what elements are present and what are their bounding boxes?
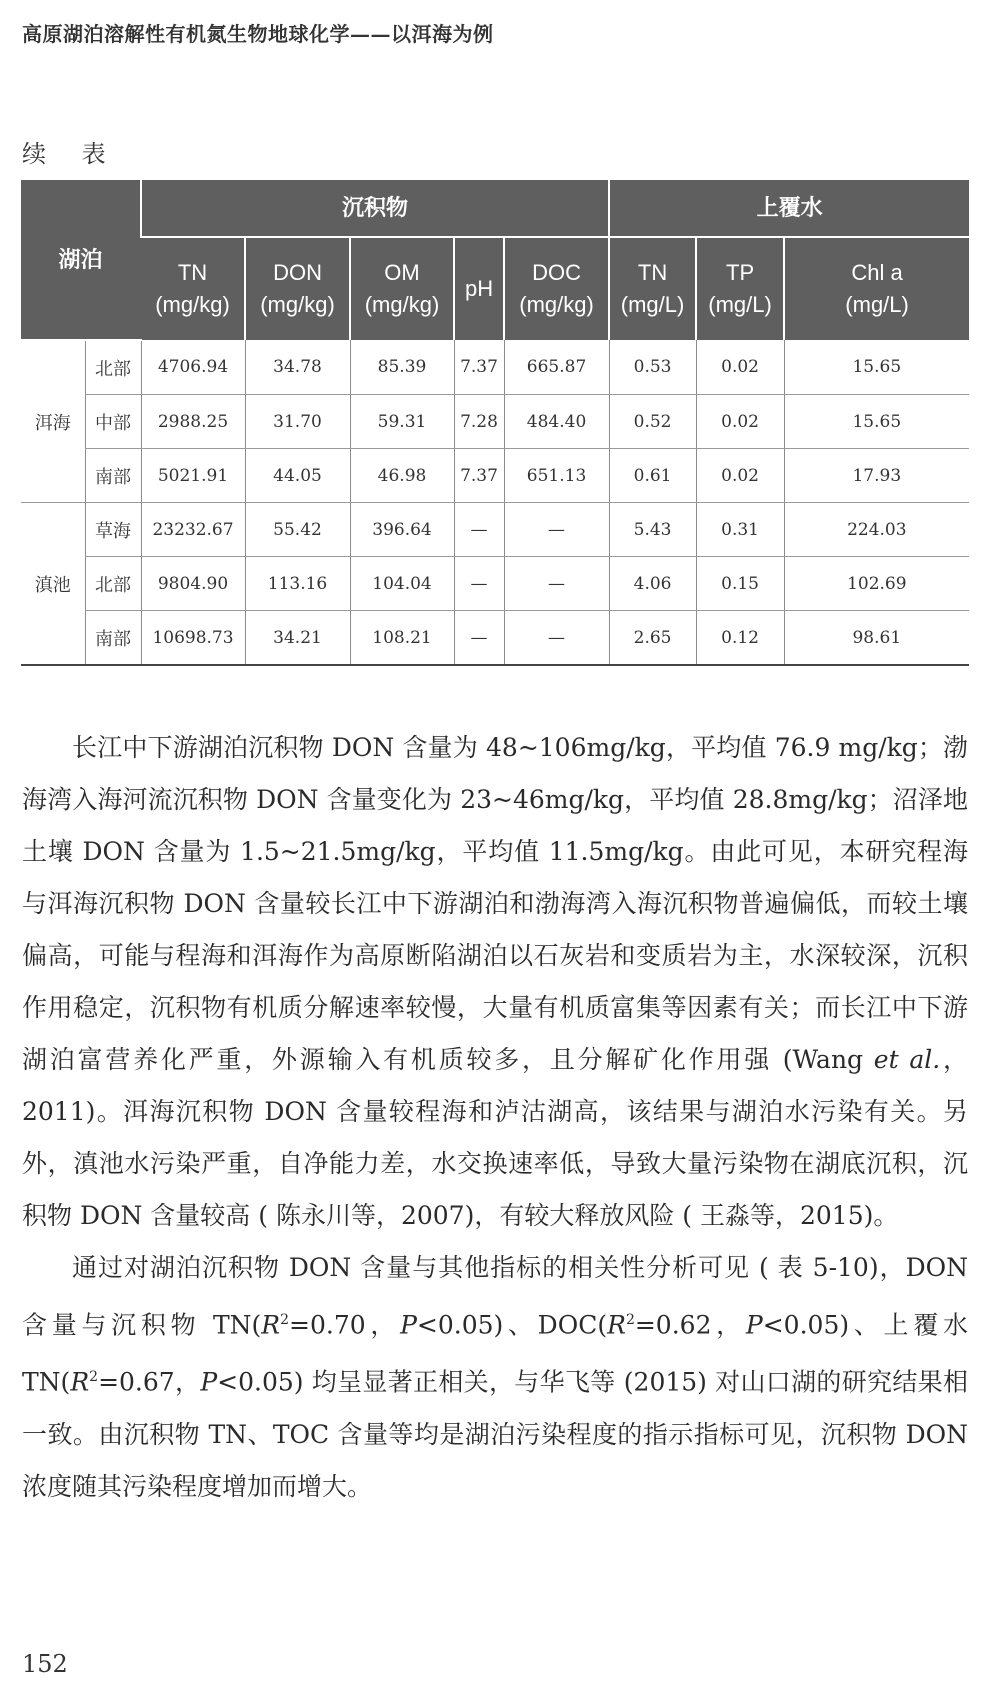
value-cell: 10698.73 — [141, 611, 245, 666]
value-cell: 0.12 — [696, 611, 784, 666]
value-cell: 34.78 — [245, 340, 350, 395]
value-cell: 5.43 — [609, 503, 696, 557]
sediment-group-header: 沉积物 — [141, 180, 609, 237]
value-cell: 46.98 — [350, 449, 454, 503]
value-cell: 15.65 — [784, 395, 969, 449]
value-cell: 34.21 — [245, 611, 350, 666]
page-number: 152 — [22, 1650, 68, 1678]
column-header — [504, 237, 609, 340]
column-header-name: DON — [273, 260, 322, 285]
column-header-name: DOC — [532, 260, 581, 285]
value-cell: 5021.91 — [141, 449, 245, 503]
value-cell: — — [504, 557, 609, 611]
value-cell: 17.93 — [784, 449, 969, 503]
column-header-name: pH — [464, 276, 494, 301]
column-header — [141, 237, 245, 340]
site-cell: 南部 — [85, 611, 141, 666]
lake-column-header: 湖泊 — [21, 180, 141, 340]
overlying-water-group-header: 上覆水 — [609, 180, 969, 237]
column-header-unit: (mg/kg) — [519, 292, 594, 317]
column-header-unit: (mg/L) — [620, 292, 685, 317]
value-cell: 396.64 — [350, 503, 454, 557]
value-cell: — — [454, 503, 504, 557]
value-cell: 108.21 — [350, 611, 454, 666]
column-header-unit: (mg/kg) — [260, 292, 335, 317]
column-header-name: TP — [726, 260, 755, 285]
value-cell: 0.53 — [609, 340, 696, 395]
value-cell: 102.69 — [784, 557, 969, 611]
value-cell: 2988.25 — [141, 395, 245, 449]
column-header-name: OM — [384, 260, 420, 285]
site-cell: 南部 — [85, 449, 141, 503]
value-cell: 113.16 — [245, 557, 350, 611]
value-cell: 15.65 — [784, 340, 969, 395]
value-cell: 7.37 — [454, 449, 504, 503]
column-header-unit: (mg/kg) — [155, 292, 230, 317]
table-row — [21, 611, 969, 666]
column-header — [696, 237, 784, 340]
value-cell: 0.02 — [696, 340, 784, 395]
column-header — [245, 237, 350, 340]
value-cell: 4.06 — [609, 557, 696, 611]
value-cell: 0.02 — [696, 395, 784, 449]
column-header-name: Chl a — [851, 260, 903, 285]
value-cell: 0.61 — [609, 449, 696, 503]
column-header-name: TN — [637, 260, 668, 285]
column-header — [609, 237, 696, 340]
value-cell: 31.70 — [245, 395, 350, 449]
column-header-unit: (mg/L) — [708, 292, 772, 317]
column-header-name: TN — [177, 260, 208, 285]
value-cell: — — [504, 503, 609, 557]
column-header-unit: (mg/kg) — [364, 292, 440, 317]
value-cell: 651.13 — [504, 449, 609, 503]
value-cell: 104.04 — [350, 557, 454, 611]
value-cell: 224.03 — [784, 503, 969, 557]
table-continued-label: 续 表 — [22, 140, 120, 168]
value-cell: 7.37 — [454, 340, 504, 395]
lake-name-cell: 洱海 — [21, 340, 85, 503]
table-row — [21, 340, 969, 395]
table-row — [21, 503, 969, 557]
paragraph: 长江中下游湖泊沉积物 DON 含量为 48~106mg/kg，平均值 76.9 mg/kg；渤海湾入海河流沉积物 DON 含量变化为 23~46mg/kg，平均值 28.8mg/kg；沼泽地土壤 DON 含量为 1.5~21.5mg/kg，平均值 11.5mg/kg。由此可见，本研究程海与洱海沉积物 DON 含量较长江中下游湖泊和渤海湾入海沉积物普遍偏低，而较土壤偏高，可能与程海和洱海作为高原断陷湖泊以石灰岩和变质岩为主，水深较深，沉积作用稳定，沉积物有机质分解速率较慢，大量有机质富集等因素有关；而长江中下游湖泊富营养化严重，外源输入有机质较多，且分解矿化作用强 (Wang et al.，2011)。洱海沉积物 DON 含量较程海和泸沽湖高，该结果与湖泊水污染有关。另外，滇池水污染严重，自净能力差，水交换速率低，导致大量污染物在湖底沉积，沉积物 DON 含量较高 ( 陈永川等，2007)，有较大释放风险 ( 王淼等，2015)。 — [22, 733, 968, 1230]
value-cell: 4706.94 — [141, 340, 245, 395]
site-cell: 草海 — [85, 503, 141, 557]
column-header — [350, 237, 454, 340]
value-cell: 44.05 — [245, 449, 350, 503]
body-text — [22, 722, 968, 1513]
table-row — [21, 395, 969, 449]
value-cell: 0.02 — [696, 449, 784, 503]
value-cell: 0.52 — [609, 395, 696, 449]
site-cell: 北部 — [85, 557, 141, 611]
value-cell: — — [504, 611, 609, 666]
value-cell: 55.42 — [245, 503, 350, 557]
column-header — [784, 237, 969, 340]
site-cell: 中部 — [85, 395, 141, 449]
value-cell: 23232.67 — [141, 503, 245, 557]
data-table — [21, 180, 969, 666]
value-cell: 59.31 — [350, 395, 454, 449]
column-header — [454, 237, 504, 340]
value-cell: 665.87 — [504, 340, 609, 395]
column-header-unit: (mg/L) — [845, 292, 909, 317]
value-cell: 98.61 — [784, 611, 969, 666]
value-cell: 85.39 — [350, 340, 454, 395]
value-cell: 9804.90 — [141, 557, 245, 611]
table-row — [21, 449, 969, 503]
value-cell: 0.15 — [696, 557, 784, 611]
running-head: 高原湖泊溶解性有机氮生物地球化学——以洱海为例 — [22, 22, 494, 46]
table-row — [21, 557, 969, 611]
value-cell: — — [454, 611, 504, 666]
value-cell: — — [454, 557, 504, 611]
value-cell: 0.31 — [696, 503, 784, 557]
value-cell: 7.28 — [454, 395, 504, 449]
lake-name-cell: 滇池 — [21, 503, 85, 666]
value-cell: 484.40 — [504, 395, 609, 449]
paragraph: 通过对湖泊沉积物 DON 含量与其他指标的相关性分析可见 ( 表 5-10)，DON 含量与沉积物 $TN(R^2=0.70$，P<0.05)、$DOC(R^2=0.62$，P<0.05)、上覆水 $TN(R^2=0.67$，P<0.05) 均呈显著正相关，与华飞等 (2015) 对山口湖的研究结果相一致。由沉积物 TN、TOC 含量等均是湖泊污染程度的指示指标可见，沉积物 DON 浓度随其污染程度增加而增大。 — [22, 1253, 968, 1501]
site-cell: 北部 — [85, 340, 141, 395]
value-cell: 2.65 — [609, 611, 696, 666]
